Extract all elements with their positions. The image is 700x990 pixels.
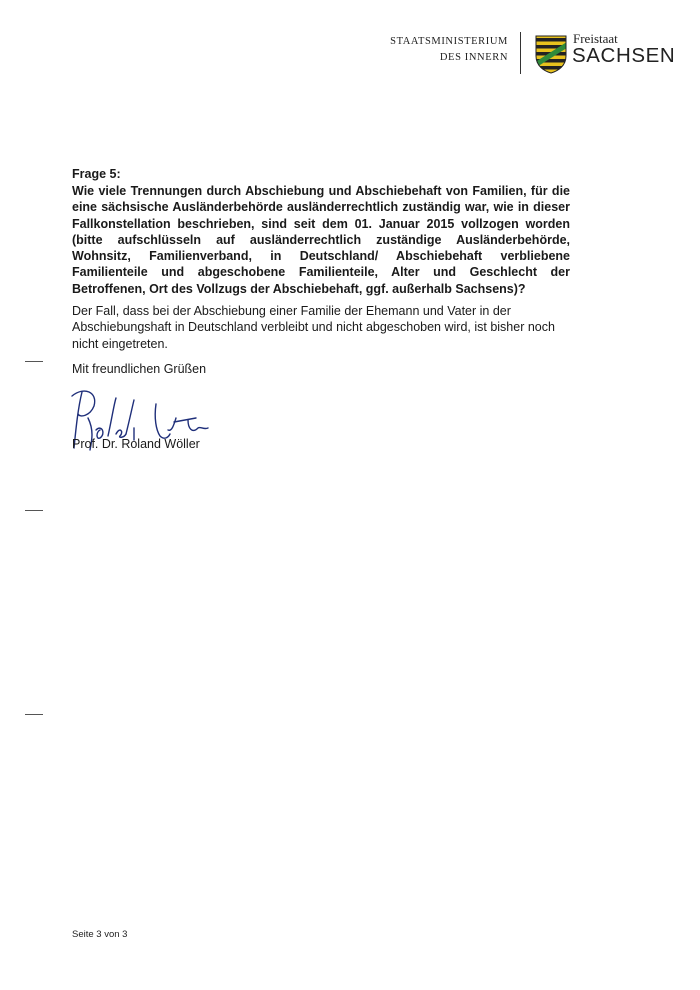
question-label: Frage 5: (72, 167, 121, 181)
letterhead-divider (520, 32, 521, 74)
ministry-line-1: STAATSMINISTERIUM (390, 36, 508, 47)
state-name-large: SACHSEN (572, 44, 676, 67)
fold-mark-3 (25, 714, 43, 715)
question-text: Wie viele Trennungen durch Abschiebung und Abschiebehaft von Familien, für die eine sächsische Ausländerbehörde ausländerrechtlich zuständig war, wie in dieser Fallkonstellation beschrieben, sind seit dem 01. Januar 2015 vollzogen worden (bitte aufschlüsseln auf ausländerrechtlich zuständige Ausländerbehörde, Wohnsitz, Familienverband, in Deutschland/ Abschiebehaft verbliebene Familienteile und abgeschobene Familienteile, Alter und Geschlecht der Betroffenen, Ort des Vollzugs der Abschiebehaft, ggf. außerhalb Sachsens)? (72, 184, 570, 296)
ministry-name (390, 34, 508, 66)
signer-name: Prof. Dr. Roland Wöller (72, 437, 200, 451)
fold-mark-1 (25, 361, 43, 362)
saxony-coat-of-arms-icon (534, 34, 568, 74)
closing-greeting: Mit freundlichen Grüßen (72, 362, 207, 376)
page-number: Seite 3 von 3 (72, 929, 128, 940)
ministry-line-2: DES INNERN (439, 52, 508, 63)
state-name-small: Freistaat (573, 31, 618, 46)
fold-mark-2 (25, 510, 43, 511)
answer-text: Der Fall, dass bei der Abschiebung einer Familie der Ehemann und Vater in der Abschiebungshaft in Deutschland verbleibt und nicht abgeschoben wird, ist bisher noch nicht eingetreten. (72, 304, 555, 351)
